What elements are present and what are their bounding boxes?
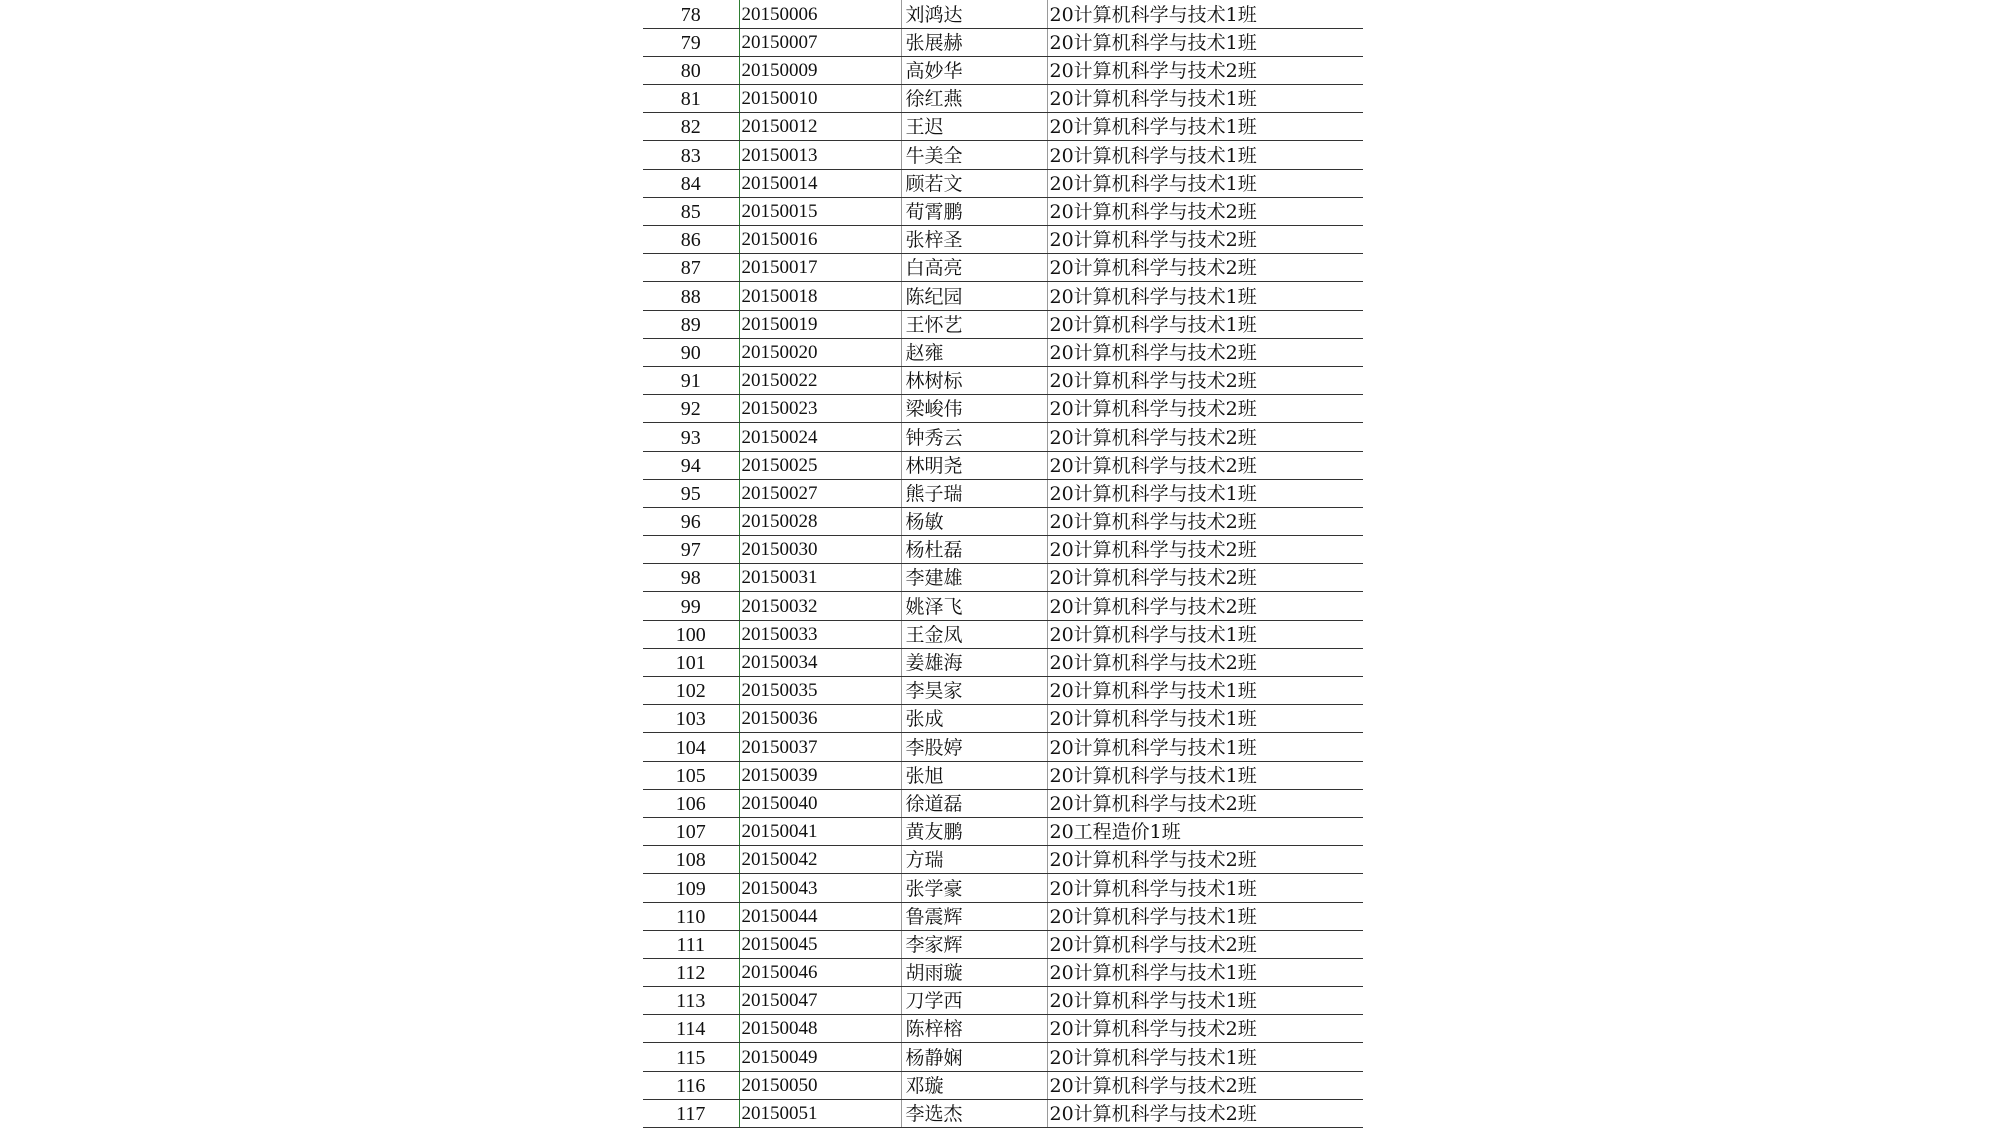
class-name-cell: 20计算机科学与技术2班 bbox=[1047, 395, 1363, 423]
class-name-cell: 20计算机科学与技术1班 bbox=[1047, 282, 1363, 310]
student-id-cell: 20150009 bbox=[739, 56, 901, 84]
row-number-cell: 115 bbox=[643, 1043, 739, 1071]
table-row bbox=[643, 113, 1363, 141]
student-id-cell: 20150013 bbox=[739, 141, 901, 169]
row-number-cell: 81 bbox=[643, 85, 739, 113]
class-name-cell: 20计算机科学与技术1班 bbox=[1047, 620, 1363, 648]
row-number-cell: 96 bbox=[643, 507, 739, 535]
student-id-cell: 20150025 bbox=[739, 451, 901, 479]
table-row bbox=[643, 169, 1363, 197]
student-id-cell: 20150028 bbox=[739, 507, 901, 535]
student-id-cell: 20150007 bbox=[739, 28, 901, 56]
class-name-cell: 20计算机科学与技术2班 bbox=[1047, 197, 1363, 225]
table-row bbox=[643, 310, 1363, 338]
table-row bbox=[643, 874, 1363, 902]
student-name-cell: 赵雍 bbox=[901, 338, 1047, 366]
table-row bbox=[643, 56, 1363, 84]
table-row bbox=[643, 282, 1363, 310]
class-name-cell: 20计算机科学与技术1班 bbox=[1047, 169, 1363, 197]
class-name-cell: 20计算机科学与技术1班 bbox=[1047, 1043, 1363, 1071]
table-row bbox=[643, 592, 1363, 620]
student-id-cell: 20150006 bbox=[739, 0, 901, 28]
student-name-cell: 钟秀云 bbox=[901, 423, 1047, 451]
row-number-cell: 109 bbox=[643, 874, 739, 902]
class-name-cell: 20计算机科学与技术1班 bbox=[1047, 987, 1363, 1015]
class-name-cell: 20计算机科学与技术2班 bbox=[1047, 1071, 1363, 1099]
row-number-cell: 97 bbox=[643, 536, 739, 564]
row-number-cell: 82 bbox=[643, 113, 739, 141]
class-name-cell: 20计算机科学与技术2班 bbox=[1047, 254, 1363, 282]
student-id-cell: 20150020 bbox=[739, 338, 901, 366]
student-name-cell: 刀学西 bbox=[901, 987, 1047, 1015]
student-name-cell: 王金凤 bbox=[901, 620, 1047, 648]
row-number-cell: 101 bbox=[643, 648, 739, 676]
student-name-cell: 张成 bbox=[901, 705, 1047, 733]
student-name-cell: 陈纪园 bbox=[901, 282, 1047, 310]
row-number-cell: 117 bbox=[643, 1099, 739, 1127]
table-row bbox=[643, 761, 1363, 789]
class-name-cell: 20计算机科学与技术1班 bbox=[1047, 677, 1363, 705]
row-number-cell: 85 bbox=[643, 197, 739, 225]
row-number-cell: 84 bbox=[643, 169, 739, 197]
student-name-cell: 胡雨璇 bbox=[901, 958, 1047, 986]
row-number-cell: 103 bbox=[643, 705, 739, 733]
class-name-cell: 20工程造价1班 bbox=[1047, 817, 1363, 845]
table-row bbox=[643, 1043, 1363, 1071]
class-name-cell: 20计算机科学与技术1班 bbox=[1047, 958, 1363, 986]
student-name-cell: 王迟 bbox=[901, 113, 1047, 141]
row-number-cell: 98 bbox=[643, 564, 739, 592]
student-id-cell: 20150048 bbox=[739, 1015, 901, 1043]
student-name-cell: 黄友鹏 bbox=[901, 817, 1047, 845]
row-number-cell: 86 bbox=[643, 226, 739, 254]
student-name-cell: 李股婷 bbox=[901, 733, 1047, 761]
class-name-cell: 20计算机科学与技术1班 bbox=[1047, 761, 1363, 789]
student-id-cell: 20150032 bbox=[739, 592, 901, 620]
student-name-cell: 顾若文 bbox=[901, 169, 1047, 197]
student-id-cell: 20150050 bbox=[739, 1071, 901, 1099]
class-name-cell: 20计算机科学与技术1班 bbox=[1047, 113, 1363, 141]
table-row bbox=[643, 677, 1363, 705]
table-row bbox=[643, 620, 1363, 648]
table-row bbox=[643, 705, 1363, 733]
student-id-cell: 20150036 bbox=[739, 705, 901, 733]
class-name-cell: 20计算机科学与技术2班 bbox=[1047, 1015, 1363, 1043]
student-name-cell: 熊子瑞 bbox=[901, 479, 1047, 507]
row-number-cell: 80 bbox=[643, 56, 739, 84]
table-row bbox=[643, 85, 1363, 113]
class-name-cell: 20计算机科学与技术2班 bbox=[1047, 789, 1363, 817]
student-id-cell: 20150012 bbox=[739, 113, 901, 141]
student-name-cell: 徐道磊 bbox=[901, 789, 1047, 817]
student-name-cell: 鲁震辉 bbox=[901, 902, 1047, 930]
student-name-cell: 李家辉 bbox=[901, 930, 1047, 958]
table-row bbox=[643, 1071, 1363, 1099]
student-name-cell: 张展赫 bbox=[901, 28, 1047, 56]
class-name-cell: 20计算机科学与技术2班 bbox=[1047, 507, 1363, 535]
row-number-cell: 90 bbox=[643, 338, 739, 366]
student-id-cell: 20150047 bbox=[739, 987, 901, 1015]
table-row bbox=[643, 536, 1363, 564]
student-name-cell: 高妙华 bbox=[901, 56, 1047, 84]
table-row bbox=[643, 789, 1363, 817]
student-name-cell: 李昊家 bbox=[901, 677, 1047, 705]
table-row bbox=[643, 338, 1363, 366]
student-id-cell: 20150018 bbox=[739, 282, 901, 310]
class-name-cell: 20计算机科学与技术1班 bbox=[1047, 310, 1363, 338]
student-id-cell: 20150041 bbox=[739, 817, 901, 845]
class-name-cell: 20计算机科学与技术1班 bbox=[1047, 85, 1363, 113]
row-number-cell: 105 bbox=[643, 761, 739, 789]
row-number-cell: 104 bbox=[643, 733, 739, 761]
student-name-cell: 刘鸿达 bbox=[901, 0, 1047, 28]
table-row bbox=[643, 817, 1363, 845]
class-name-cell: 20计算机科学与技术2班 bbox=[1047, 338, 1363, 366]
class-name-cell: 20计算机科学与技术2班 bbox=[1047, 592, 1363, 620]
class-name-cell: 20计算机科学与技术2班 bbox=[1047, 648, 1363, 676]
table-row bbox=[643, 1015, 1363, 1043]
table-row bbox=[643, 1099, 1363, 1127]
student-name-cell: 王怀艺 bbox=[901, 310, 1047, 338]
row-number-cell: 100 bbox=[643, 620, 739, 648]
table-row bbox=[643, 451, 1363, 479]
table-row bbox=[643, 254, 1363, 282]
class-name-cell: 20计算机科学与技术1班 bbox=[1047, 902, 1363, 930]
row-number-cell: 108 bbox=[643, 846, 739, 874]
class-name-cell: 20计算机科学与技术2班 bbox=[1047, 1099, 1363, 1127]
student-id-cell: 20150024 bbox=[739, 423, 901, 451]
class-name-cell: 20计算机科学与技术1班 bbox=[1047, 705, 1363, 733]
row-number-cell: 89 bbox=[643, 310, 739, 338]
student-name-cell: 杨敏 bbox=[901, 507, 1047, 535]
row-number-cell: 112 bbox=[643, 958, 739, 986]
table-row bbox=[643, 366, 1363, 394]
student-name-cell: 徐红燕 bbox=[901, 85, 1047, 113]
row-number-cell: 95 bbox=[643, 479, 739, 507]
table-row bbox=[643, 479, 1363, 507]
class-name-cell: 20计算机科学与技术2班 bbox=[1047, 930, 1363, 958]
row-number-cell: 92 bbox=[643, 395, 739, 423]
student-name-cell: 李选杰 bbox=[901, 1099, 1047, 1127]
table-row bbox=[643, 141, 1363, 169]
student-id-cell: 20150010 bbox=[739, 85, 901, 113]
row-number-cell: 114 bbox=[643, 1015, 739, 1043]
student-id-cell: 20150042 bbox=[739, 846, 901, 874]
class-name-cell: 20计算机科学与技术1班 bbox=[1047, 733, 1363, 761]
student-name-cell: 杨杜磊 bbox=[901, 536, 1047, 564]
class-name-cell: 20计算机科学与技术2班 bbox=[1047, 226, 1363, 254]
student-name-cell: 荀霄鹏 bbox=[901, 197, 1047, 225]
row-number-cell: 111 bbox=[643, 930, 739, 958]
student-id-cell: 20150019 bbox=[739, 310, 901, 338]
table-row bbox=[643, 507, 1363, 535]
row-number-cell: 102 bbox=[643, 677, 739, 705]
student-name-cell: 林明尧 bbox=[901, 451, 1047, 479]
student-id-cell: 20150033 bbox=[739, 620, 901, 648]
student-id-cell: 20150046 bbox=[739, 958, 901, 986]
student-id-cell: 20150016 bbox=[739, 226, 901, 254]
class-name-cell: 20计算机科学与技术2班 bbox=[1047, 451, 1363, 479]
table-row bbox=[643, 197, 1363, 225]
class-name-cell: 20计算机科学与技术2班 bbox=[1047, 536, 1363, 564]
table-row bbox=[643, 733, 1363, 761]
class-name-cell: 20计算机科学与技术1班 bbox=[1047, 0, 1363, 28]
class-name-cell: 20计算机科学与技术1班 bbox=[1047, 874, 1363, 902]
row-number-cell: 83 bbox=[643, 141, 739, 169]
student-id-cell: 20150027 bbox=[739, 479, 901, 507]
student-id-cell: 20150051 bbox=[739, 1099, 901, 1127]
student-id-cell: 20150023 bbox=[739, 395, 901, 423]
roster-body bbox=[643, 0, 1363, 1128]
student-id-cell: 20150017 bbox=[739, 254, 901, 282]
table-row bbox=[643, 28, 1363, 56]
table-row bbox=[643, 648, 1363, 676]
student-name-cell: 张旭 bbox=[901, 761, 1047, 789]
student-name-cell: 牛美全 bbox=[901, 141, 1047, 169]
row-number-cell: 94 bbox=[643, 451, 739, 479]
table-row bbox=[643, 0, 1363, 28]
class-name-cell: 20计算机科学与技术2班 bbox=[1047, 366, 1363, 394]
class-name-cell: 20计算机科学与技术1班 bbox=[1047, 141, 1363, 169]
student-name-cell: 林树标 bbox=[901, 366, 1047, 394]
table-row bbox=[643, 930, 1363, 958]
row-number-cell: 107 bbox=[643, 817, 739, 845]
student-id-cell: 20150031 bbox=[739, 564, 901, 592]
class-name-cell: 20计算机科学与技术2班 bbox=[1047, 846, 1363, 874]
row-number-cell: 93 bbox=[643, 423, 739, 451]
class-name-cell: 20计算机科学与技术1班 bbox=[1047, 28, 1363, 56]
student-id-cell: 20150015 bbox=[739, 197, 901, 225]
row-number-cell: 110 bbox=[643, 902, 739, 930]
table-row bbox=[643, 423, 1363, 451]
table-row bbox=[643, 226, 1363, 254]
student-name-cell: 张梓圣 bbox=[901, 226, 1047, 254]
student-name-cell: 姜雄海 bbox=[901, 648, 1047, 676]
student-id-cell: 20150035 bbox=[739, 677, 901, 705]
table-row bbox=[643, 902, 1363, 930]
row-number-cell: 88 bbox=[643, 282, 739, 310]
class-name-cell: 20计算机科学与技术2班 bbox=[1047, 423, 1363, 451]
table-row bbox=[643, 395, 1363, 423]
row-number-cell: 91 bbox=[643, 366, 739, 394]
row-number-cell: 116 bbox=[643, 1071, 739, 1099]
row-number-cell: 87 bbox=[643, 254, 739, 282]
student-id-cell: 20150040 bbox=[739, 789, 901, 817]
student-roster-table bbox=[643, 0, 1363, 1128]
row-number-cell: 99 bbox=[643, 592, 739, 620]
student-id-cell: 20150044 bbox=[739, 902, 901, 930]
student-id-cell: 20150014 bbox=[739, 169, 901, 197]
student-name-cell: 方瑞 bbox=[901, 846, 1047, 874]
class-name-cell: 20计算机科学与技术1班 bbox=[1047, 479, 1363, 507]
student-id-cell: 20150049 bbox=[739, 1043, 901, 1071]
student-name-cell: 张学豪 bbox=[901, 874, 1047, 902]
table-row bbox=[643, 564, 1363, 592]
student-id-cell: 20150030 bbox=[739, 536, 901, 564]
table-row bbox=[643, 958, 1363, 986]
student-id-cell: 20150039 bbox=[739, 761, 901, 789]
student-id-cell: 20150037 bbox=[739, 733, 901, 761]
class-name-cell: 20计算机科学与技术2班 bbox=[1047, 564, 1363, 592]
row-number-cell: 78 bbox=[643, 0, 739, 28]
student-name-cell: 李建雄 bbox=[901, 564, 1047, 592]
student-id-cell: 20150022 bbox=[739, 366, 901, 394]
row-number-cell: 113 bbox=[643, 987, 739, 1015]
student-id-cell: 20150034 bbox=[739, 648, 901, 676]
student-id-cell: 20150045 bbox=[739, 930, 901, 958]
student-name-cell: 杨静娴 bbox=[901, 1043, 1047, 1071]
student-id-cell: 20150043 bbox=[739, 874, 901, 902]
class-name-cell: 20计算机科学与技术2班 bbox=[1047, 56, 1363, 84]
student-name-cell: 邓璇 bbox=[901, 1071, 1047, 1099]
row-number-cell: 106 bbox=[643, 789, 739, 817]
student-name-cell: 白高亮 bbox=[901, 254, 1047, 282]
row-number-cell: 79 bbox=[643, 28, 739, 56]
table-row bbox=[643, 987, 1363, 1015]
student-name-cell: 陈梓榕 bbox=[901, 1015, 1047, 1043]
table-row bbox=[643, 846, 1363, 874]
student-name-cell: 姚泽飞 bbox=[901, 592, 1047, 620]
student-name-cell: 梁峻伟 bbox=[901, 395, 1047, 423]
